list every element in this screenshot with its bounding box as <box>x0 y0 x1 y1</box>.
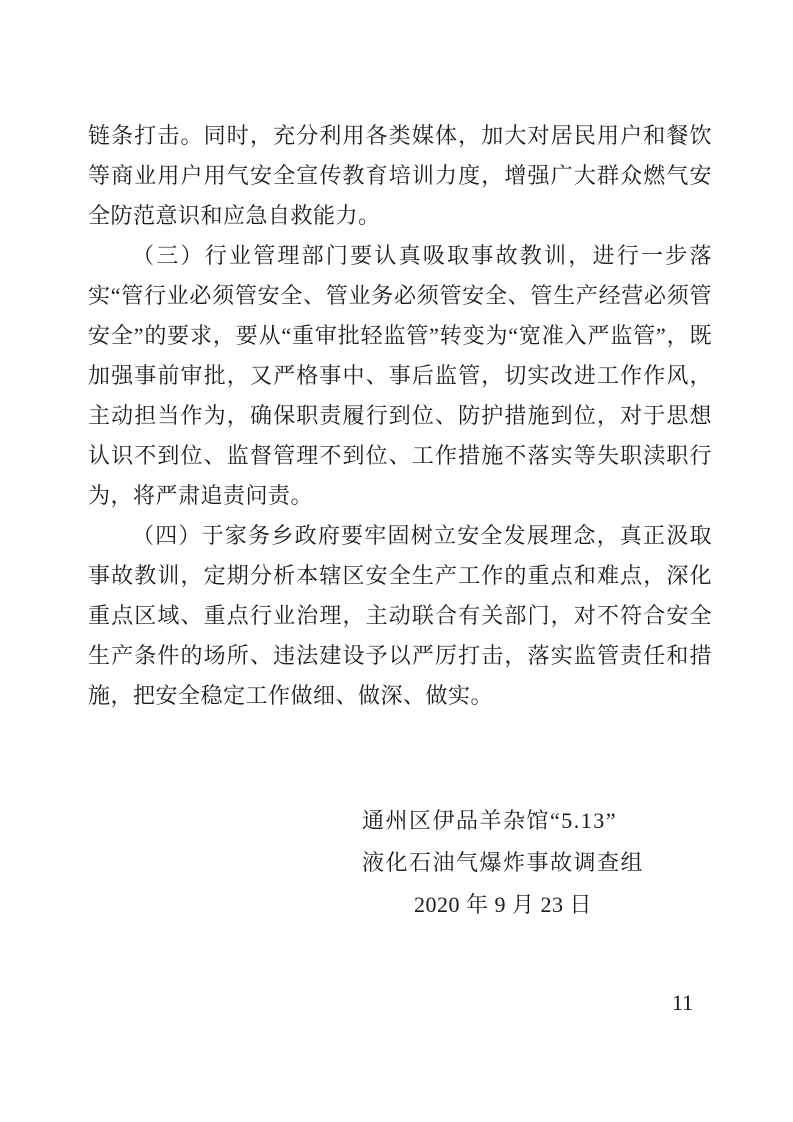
paragraph-section-4: （四）于家务乡政府要牢固树立安全发展理念，真正汲取事故教训，定期分析本辖区安全生产工作的重点和难点，深化重点区域、重点行业治理，主动联合有关部门，对不符合安全生产条件的场所、违法建设予以严厉打击，落实监管责任和措施，把安全稳定工作做细、做深、做实。 <box>88 523 712 708</box>
signature-date: 2020 年 9 月 23 日 <box>414 892 593 917</box>
paragraph-continuation: 链条打击。同时，充分利用各类媒体，加大对居民用户和餐饮等商业用户用气安全宣传教育培训力度，增强广大群众燃气安全防范意识和应急自救能力。 <box>88 123 712 228</box>
paragraph-section-3: （三）行业管理部门要认真吸取事故教训，进行一步落实“管行业必须管安全、管业务必须管安全、管生产经营必须管安全”的要求，要从“重审批轻监管”转变为“宽准入严监管”，既加强事前审批，又严格事中、事后监管，切实改进工作作风，主动担当作为，确保职责履行到位、防护措施到位，对于思想认识不到位、监督管理不到位、工作措施不落实等失职渎职行为，将严肃追责问责。 <box>88 243 712 508</box>
page-number: 11 <box>672 990 694 1015</box>
signature-organization-line-1: 通州区伊品羊杂馆“5.13” <box>362 808 618 833</box>
document-body <box>88 116 712 716</box>
signature-block <box>362 800 644 926</box>
signature-organization-line-2: 液化石油气爆炸事故调查组 <box>362 850 645 875</box>
